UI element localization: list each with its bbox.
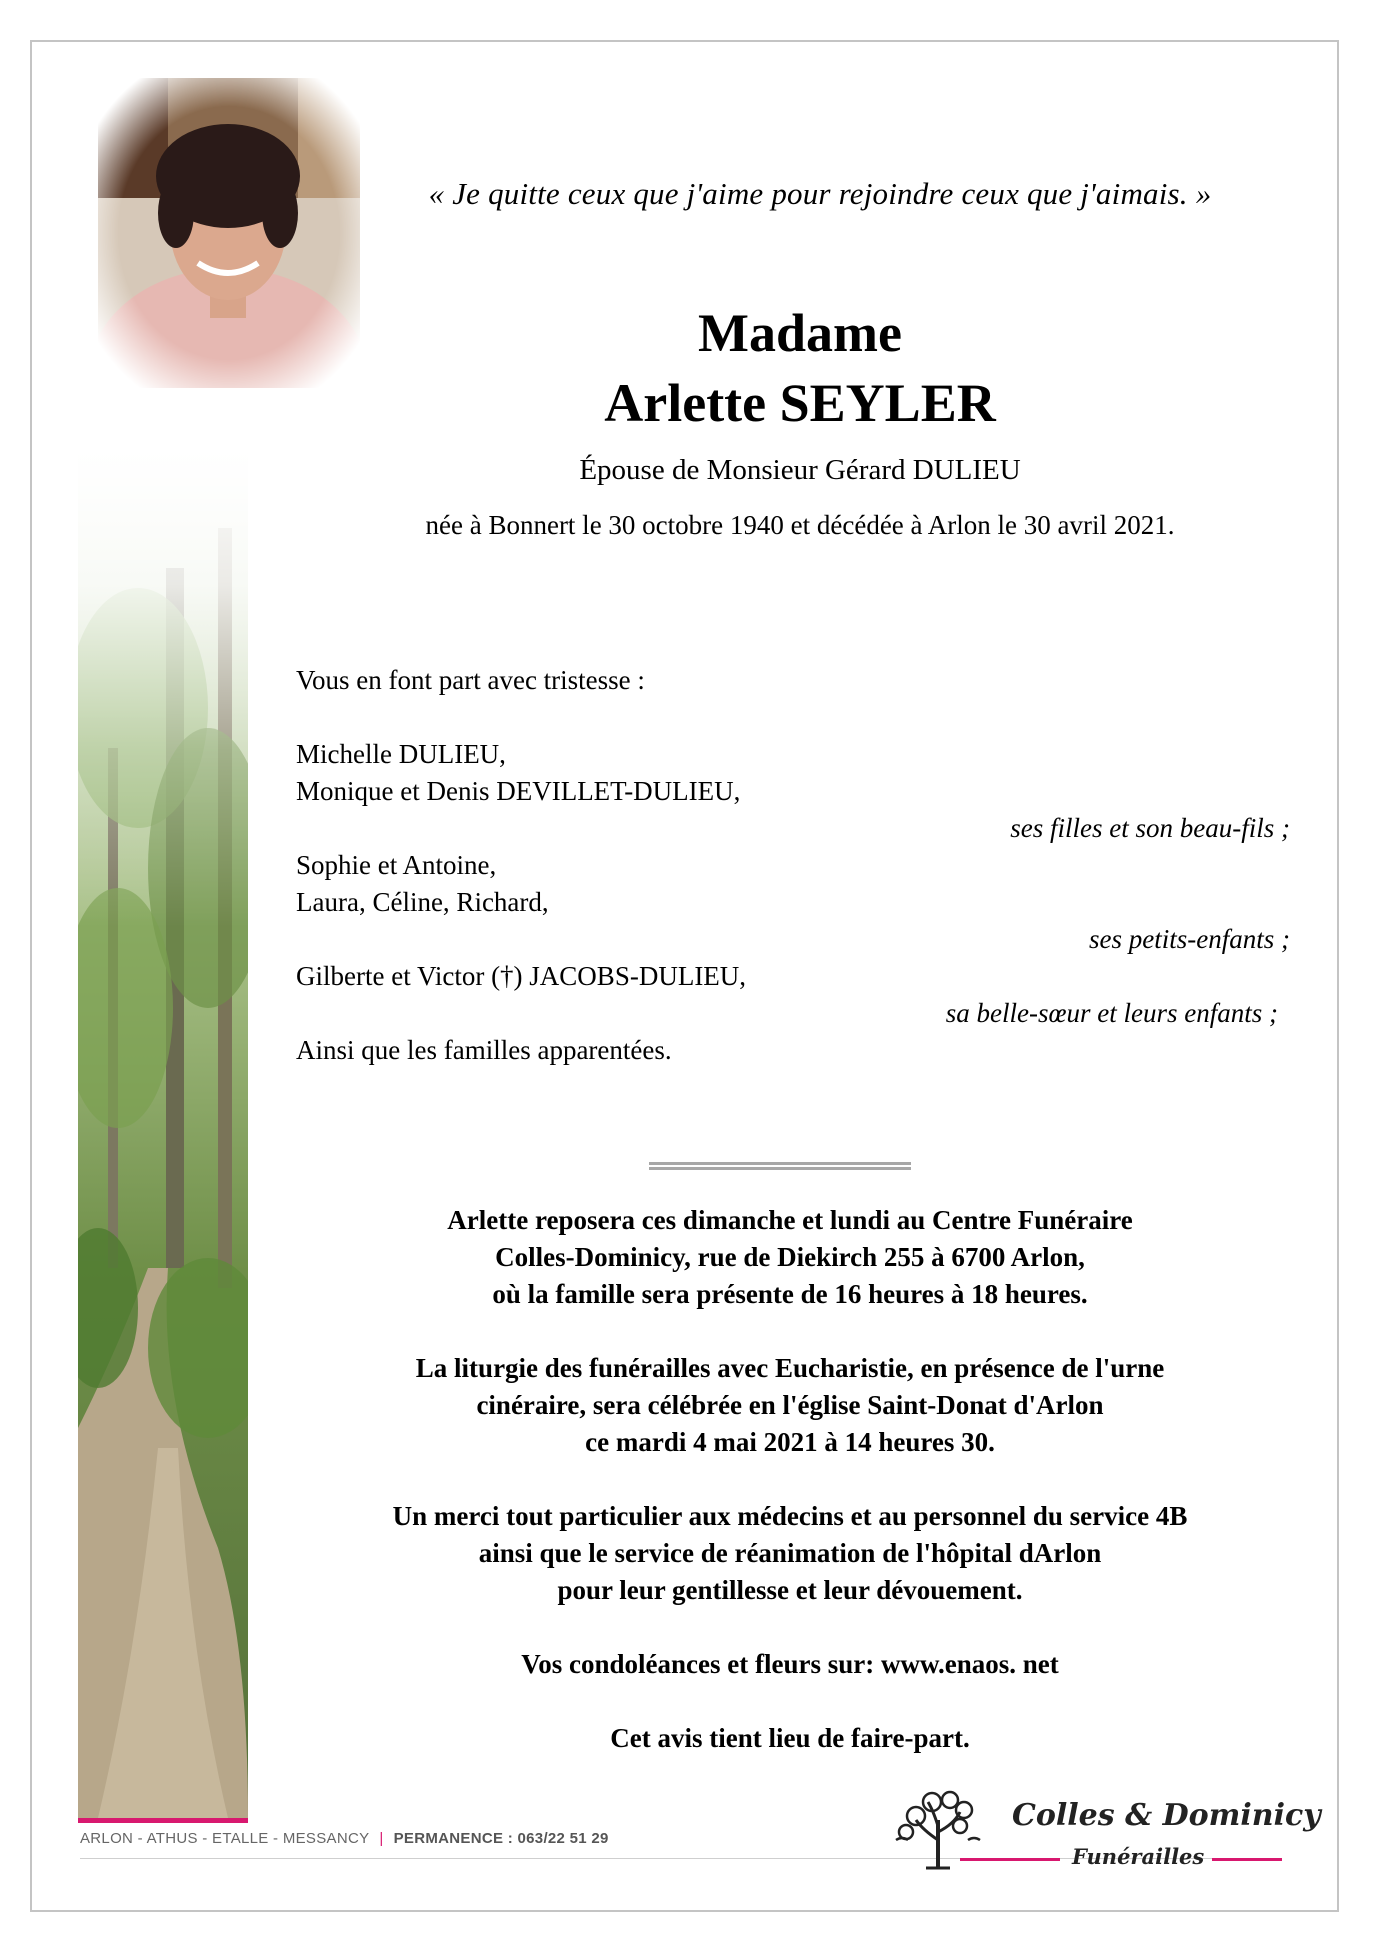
section-divider bbox=[649, 1162, 911, 1170]
spouse-line: Épouse de Monsieur Gérard DULIEU bbox=[579, 454, 1021, 486]
accent-bar bbox=[78, 1818, 248, 1823]
tree-logo-icon bbox=[888, 1790, 988, 1875]
info-line: Arlette reposera ces dimanche et lundi au Centre Funéraire bbox=[447, 1205, 1133, 1235]
footer-locations: ARLON - ATHUS - ETALLE - MESSANCY bbox=[80, 1830, 370, 1847]
quote: « Je quitte ceux que j'aime pour rejoindre ceux que j'aimais. » bbox=[428, 176, 1212, 211]
family-member: Sophie et Antoine, bbox=[296, 850, 497, 880]
birth-death-line: née à Bonnert le 30 octobre 1940 et décédée à Arlon le 30 avril 2021. bbox=[425, 510, 1175, 540]
condolences-line: Vos condoléances et fleurs sur: www.enaos. net bbox=[521, 1649, 1059, 1679]
honorific: Madame bbox=[698, 303, 902, 363]
family-relation: sa belle-sœur et leurs enfants ; bbox=[945, 998, 1278, 1028]
viewing-paragraph bbox=[290, 1202, 1290, 1313]
portrait-photo bbox=[98, 78, 360, 388]
deceased-name: Arlette SEYLER bbox=[604, 373, 996, 433]
family-intro: Vous en font part avec tristesse : bbox=[296, 665, 645, 695]
logo-wordmark: Colles & Dominicy bbox=[1012, 1798, 1321, 1833]
family-member: Michelle DULIEU, bbox=[296, 739, 506, 769]
info-line: où la famille sera présente de 16 heures à 18 heures. bbox=[492, 1279, 1088, 1309]
info-line: Un merci tout particulier aux médecins et au personnel du service 4B bbox=[392, 1501, 1188, 1531]
family-member: Gilberte et Victor (†) JACOBS-DULIEU, bbox=[296, 961, 747, 991]
logo-rule-left bbox=[960, 1858, 1060, 1861]
notice-line: Cet avis tient lieu de faire-part. bbox=[610, 1723, 970, 1753]
family-relation: ses filles et son beau-fils ; bbox=[1010, 813, 1290, 843]
thanks-paragraph bbox=[290, 1498, 1290, 1609]
family-member: Laura, Céline, Richard, bbox=[296, 887, 549, 917]
footer-permanence: PERMANENCE : 063/22 51 29 bbox=[393, 1830, 609, 1847]
funeral-info bbox=[290, 1202, 1290, 1757]
family-closing: Ainsi que les familles apparentées. bbox=[296, 1035, 672, 1065]
info-line: pour leur gentillesse et leur dévouement. bbox=[557, 1575, 1023, 1605]
info-line: Colles-Dominicy, rue de Diekirch 255 à 6700 Arlon, bbox=[495, 1242, 1085, 1272]
forest-path-image bbox=[78, 448, 248, 1818]
info-line: ce mardi 4 mai 2021 à 14 heures 30. bbox=[585, 1427, 995, 1457]
footer-contact bbox=[80, 1830, 609, 1847]
logo-rule-right bbox=[1212, 1858, 1282, 1861]
family-announcement bbox=[296, 662, 1296, 1069]
ceremony-paragraph bbox=[290, 1350, 1290, 1461]
info-line: ainsi que le service de réanimation de l'hôpital dArlon bbox=[478, 1538, 1102, 1568]
family-member: Monique et Denis DEVILLET-DULIEU, bbox=[296, 776, 741, 806]
family-relation: ses petits-enfants ; bbox=[1089, 924, 1290, 954]
logo-subtitle: Funérailles bbox=[1072, 1844, 1205, 1869]
info-line: cinéraire, sera célébrée en l'église Saint-Donat d'Arlon bbox=[476, 1390, 1104, 1420]
info-line: La liturgie des funérailles avec Eucharistie, en présence de l'urne bbox=[415, 1353, 1165, 1383]
footer-separator: | bbox=[379, 1830, 384, 1847]
